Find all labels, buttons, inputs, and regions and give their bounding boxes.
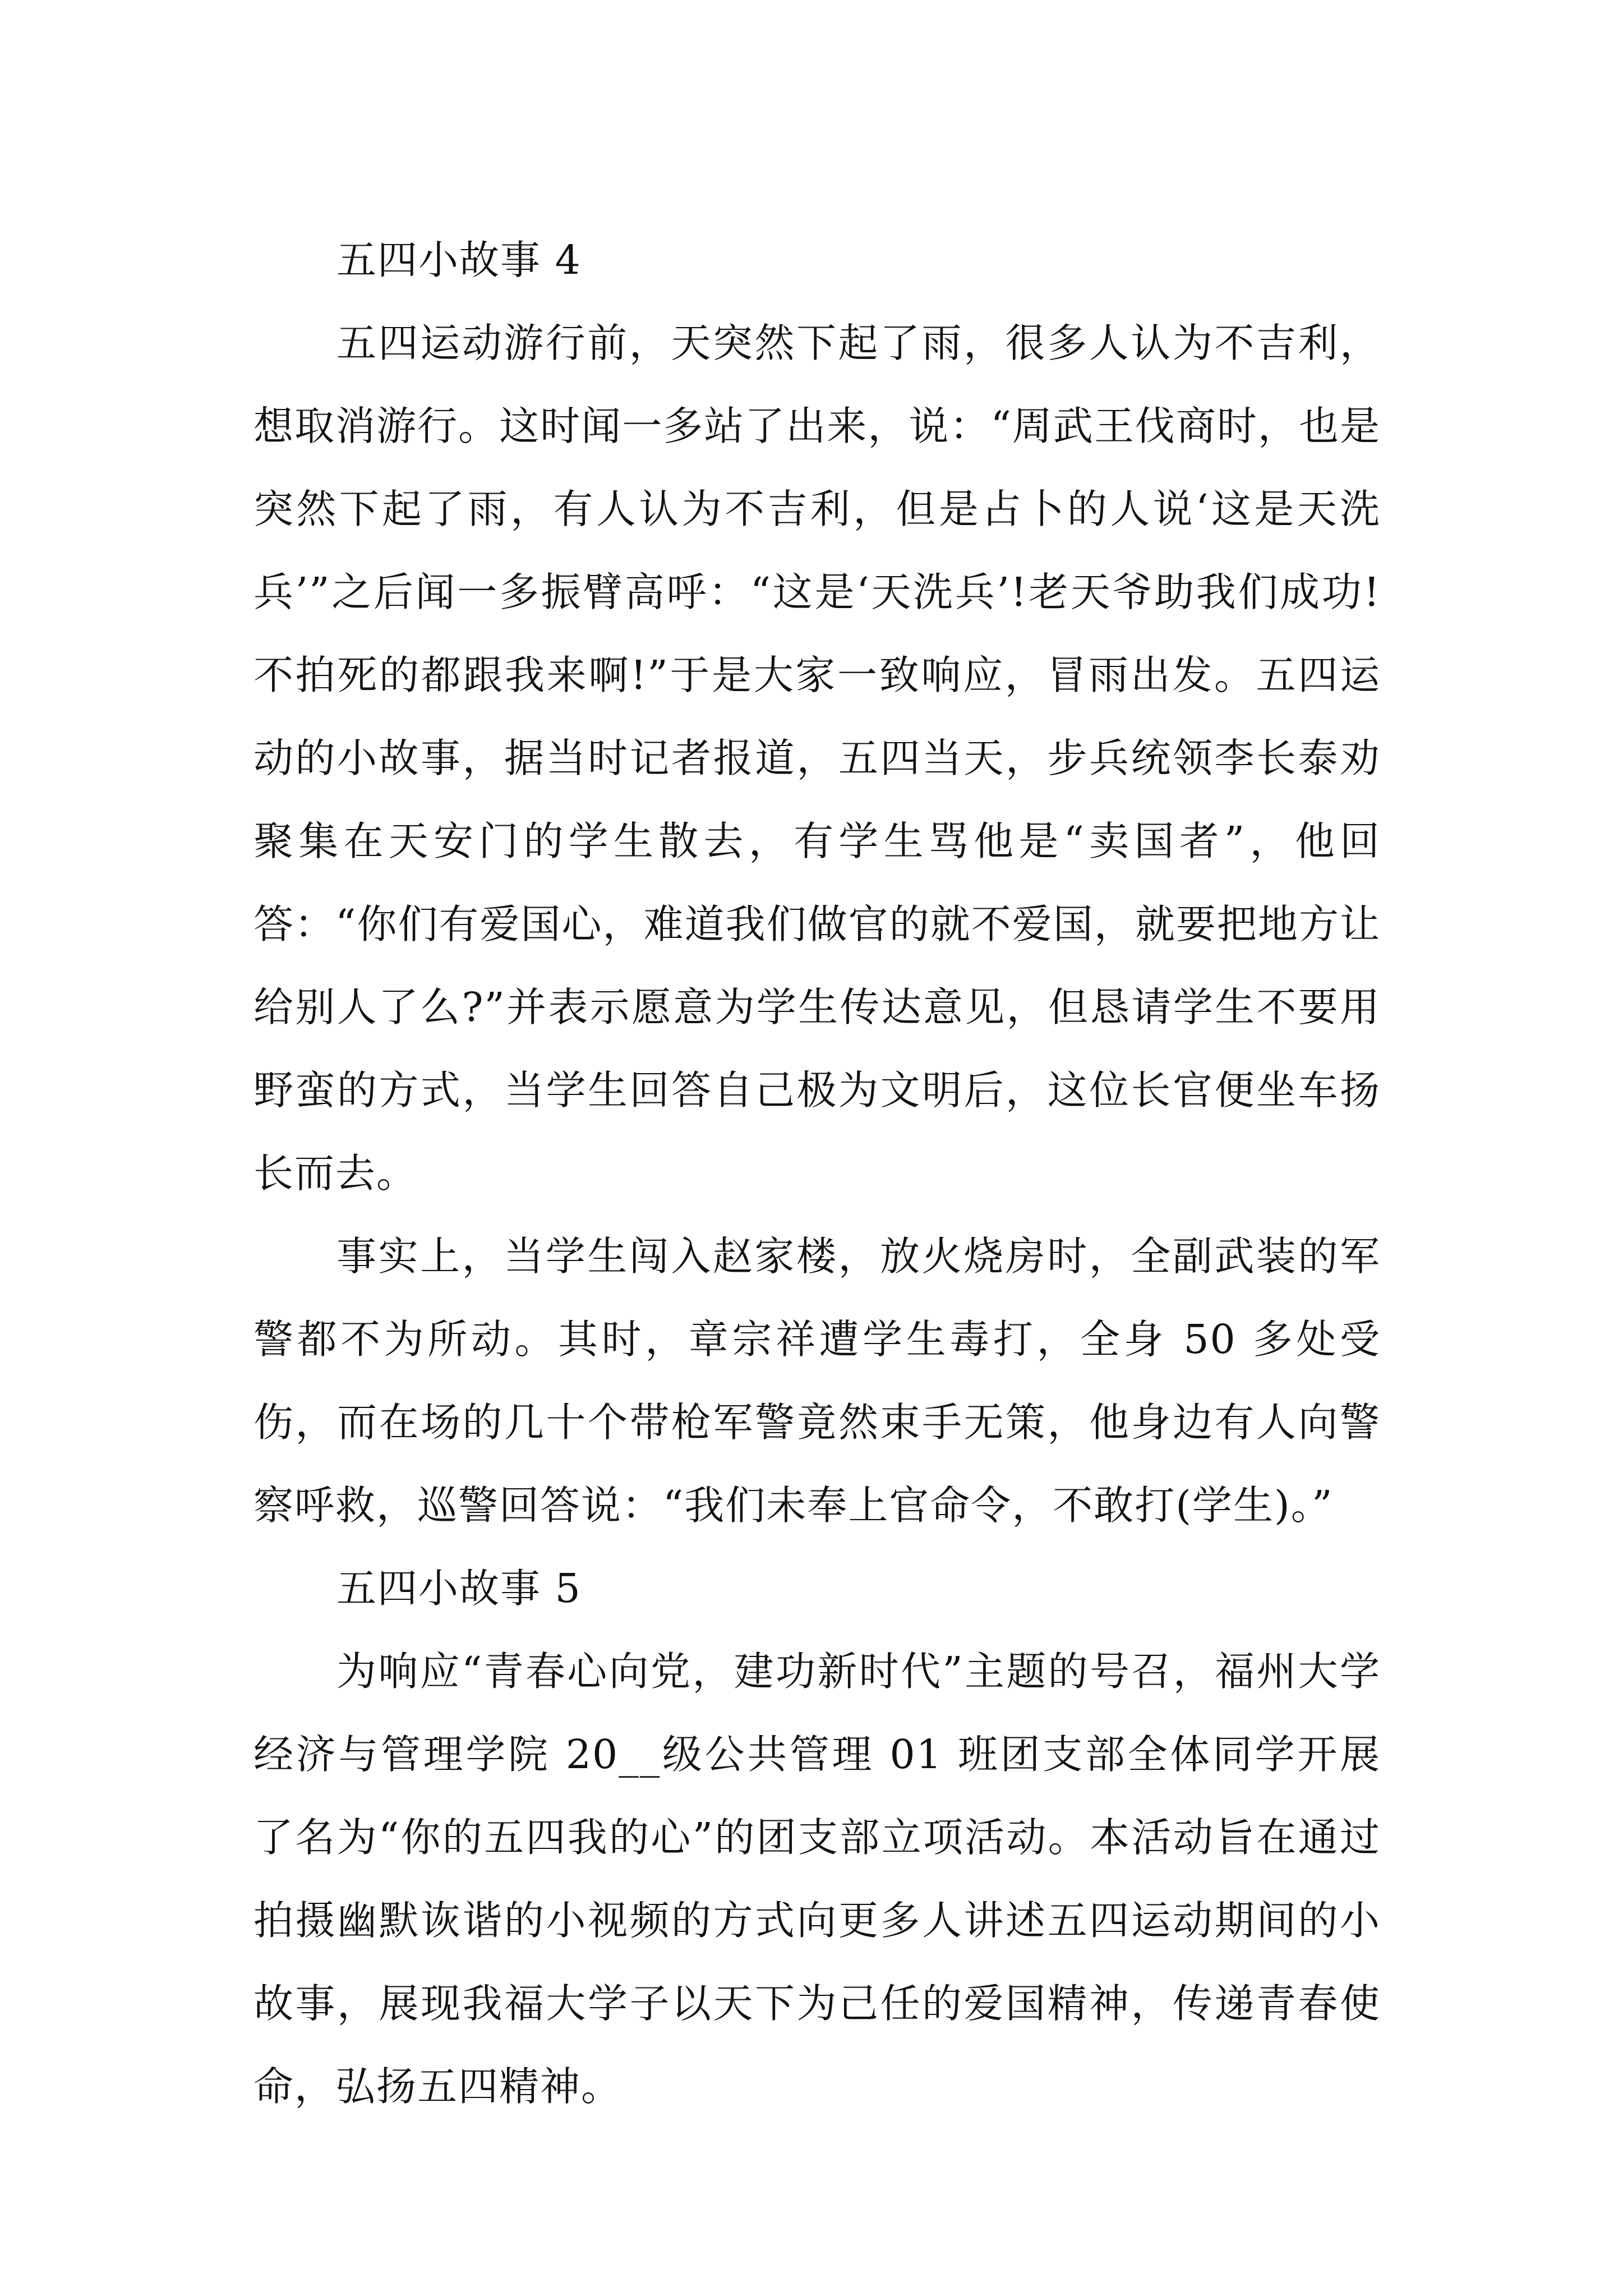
story-5-paragraph-1: 为响应“青春心向党，建功新时代”主题的号召，福州大学经济与管理学院 20__级公共管理 01 班团支部全体同学开展了名为“你的五四我的心”的团支部立项活动。本活动旨在通过拍摄幽默诙谐的小视频的方式向更多人讲述五四运动期间的小故事，展现我福大学子以天下为己任的爱国精神，传递青春使命，弘扬五四精神。 <box>253 1648 1381 2110</box>
story-4-paragraph-2: 事实上，当学生闯入赵家楼，放火烧房时，全副武装的军警都不为所动。其时，章宗祥遭学生毒打，全身 50 多处受伤，而在场的几十个带枪军警竟然束手无策，他身边有人向警察呼救，巡警回答说：“我们未奉上官命令，不敢打(学生)。” <box>253 1233 1381 1529</box>
section-title-story-5: 五四小故事 5 <box>336 1565 582 1612</box>
story-4-paragraph-1: 五四运动游行前，天突然下起了雨，很多人认为不吉利，想取消游行。这时闻一多站了出来，说：“周武王伐商时，也是突然下起了雨，有人认为不吉利，但是占卜的人说‘这是天洗兵’”之后闻一多振臂高呼：“这是‘天洗兵’!老天爷助我们成功!不拍死的都跟我来啊!”于是大家一致响应，冒雨出发。五四运动的小故事，据当时记者报道，五四当天，步兵统领李长泰劝聚集在天安门的学生散去，有学生骂他是“卖国者”，他回答：“你们有爱国心，难道我们做官的就不爱国，就要把地方让给别人了么?”并表示愿意为学生传达意见，但恳请学生不要用野蛮的方式，当学生回答自己极为文明后，这位长官便坐车扬长而去。 <box>253 320 1381 1197</box>
document-body <box>253 219 1381 2128</box>
section-title-story-4: 五四小故事 4 <box>336 237 582 283</box>
